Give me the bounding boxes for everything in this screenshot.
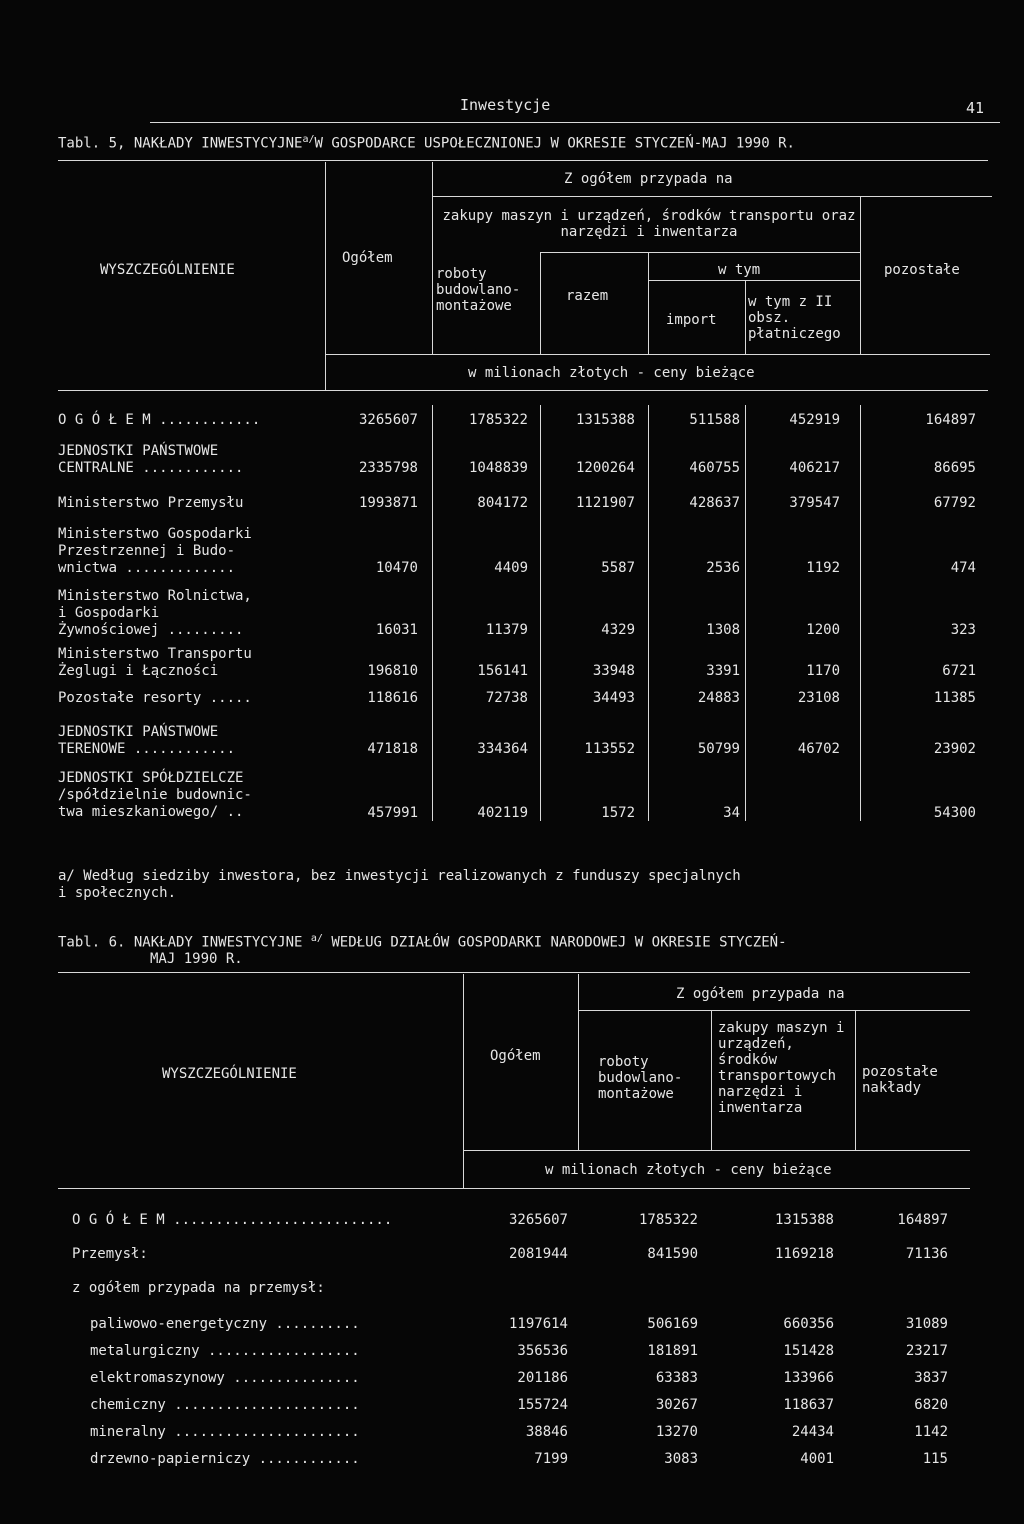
- t5-row-label: JEDNOSTKI PAŃSTWOWE TERENOWE ............: [58, 724, 236, 757]
- table5-footnote: a/ Według siedziby inwestora, bez inwestycji realizowanych z funduszy specjalnych i społecznych.: [58, 868, 741, 901]
- t5-row-label: Ministerstwo Rolnictwa, i Gospodarki Żywnościowej .........: [58, 588, 252, 638]
- table6-title-main: Tabl. 6. NAKŁADY INWESTYCYJNE: [58, 934, 303, 951]
- t5-head-roboty: roboty budowlano-montażowe: [436, 266, 521, 314]
- t5-head-w-tym-z-ii: w tym z II obsz. płatniczego: [748, 294, 841, 342]
- table6-title: [58, 933, 787, 951]
- t6-row-label: z ogółem przypada na przemysł:: [72, 1280, 325, 1296]
- t6-row-label: drzewno-papierniczy ............: [90, 1451, 360, 1467]
- t6-row-label: elektromaszynowy ...............: [90, 1370, 360, 1386]
- t6-row-label: Przemysł:: [72, 1246, 148, 1262]
- t5-row-label: JEDNOSTKI SPÓŁDZIELCZE /spółdzielnie budownic- twa mieszkaniowego/ ..: [58, 770, 252, 820]
- t5-head-w-tym: w tym: [718, 262, 761, 278]
- t5-head-zakupy: zakupy maszyn i urządzeń, środków transportu oraz narzędzi i inwentarza: [442, 208, 856, 240]
- t5-row-label: Ministerstwo Przemysłu: [58, 495, 244, 511]
- table6-title-rest: WEDŁUG DZIAŁÓW GOSPODARKI NARODOWEJ W OKRESIE STYCZEŃ-: [331, 934, 787, 951]
- t5-row-label: O G Ó Ł E M ............: [58, 412, 261, 428]
- header-rule: [150, 122, 1000, 123]
- t6-head-z-ogolem: Z ogółem przypada na: [676, 986, 845, 1002]
- t5-head-z-ogolem: Z ogółem przypada na: [564, 171, 733, 187]
- t6-head-units: w milionach złotych - ceny bieżące: [545, 1162, 832, 1178]
- t6-row-label: metalurgiczny ..................: [90, 1343, 360, 1359]
- t5-row-label: Ministerstwo Transportu Żeglugi i Łączności: [58, 646, 252, 679]
- t5-head-pozostale: pozostałe: [884, 262, 960, 278]
- table5-title: [58, 134, 795, 152]
- t5-row-label: JEDNOSTKI PAŃSTWOWE CENTRALNE ............: [58, 443, 244, 476]
- table6-title-line2: MAJ 1990 R.: [150, 951, 243, 967]
- t6-head-roboty: roboty budowlano-montażowe: [598, 1054, 683, 1102]
- page-number: 41: [966, 99, 985, 117]
- table6-title-sup: a/: [310, 933, 323, 944]
- t6-row-label: paliwowo-energetyczny ..........: [90, 1316, 360, 1332]
- t5-head-razem: razem: [566, 288, 609, 304]
- table5-title-sup: a/: [302, 134, 315, 145]
- page-header: Inwestycje: [460, 96, 551, 114]
- t5-head-wyszczegolnienie: WYSZCZEGÓLNIENIE: [100, 262, 235, 278]
- table5-title-main: Tabl. 5, NAKŁADY INWESTYCYJNE: [58, 135, 303, 152]
- t6-row-label: mineralny ......................: [90, 1424, 360, 1440]
- t5-head-units: w milionach złotych - ceny bieżące: [468, 365, 755, 381]
- t6-head-pozostale: pozostałe nakłady: [862, 1064, 938, 1096]
- t5-head-ogolem: Ogółem: [342, 250, 393, 266]
- t6-head-ogolem: Ogółem: [490, 1048, 541, 1064]
- t5-row-label: Ministerstwo Gospodarki Przestrzennej i Budo- wnictwa .............: [58, 526, 252, 576]
- t5-head-import: import: [666, 312, 717, 328]
- t5-row-label: Pozostałe resorty .....: [58, 690, 252, 706]
- t6-head-wyszczegolnienie: WYSZCZEGÓLNIENIE: [162, 1066, 297, 1082]
- t6-head-zakupy: zakupy maszyn i urządzeń, środków transportowych narzędzi i inwentarza: [718, 1020, 845, 1116]
- table5-title-rest: W GOSPODARCE USPOŁECZNIONEJ W OKRESIE STYCZEŃ-MAJ 1990 R.: [314, 135, 795, 152]
- t6-row-label: O G Ó Ł E M ..........................: [72, 1212, 393, 1228]
- t6-row-label: chemiczny ......................: [90, 1397, 360, 1413]
